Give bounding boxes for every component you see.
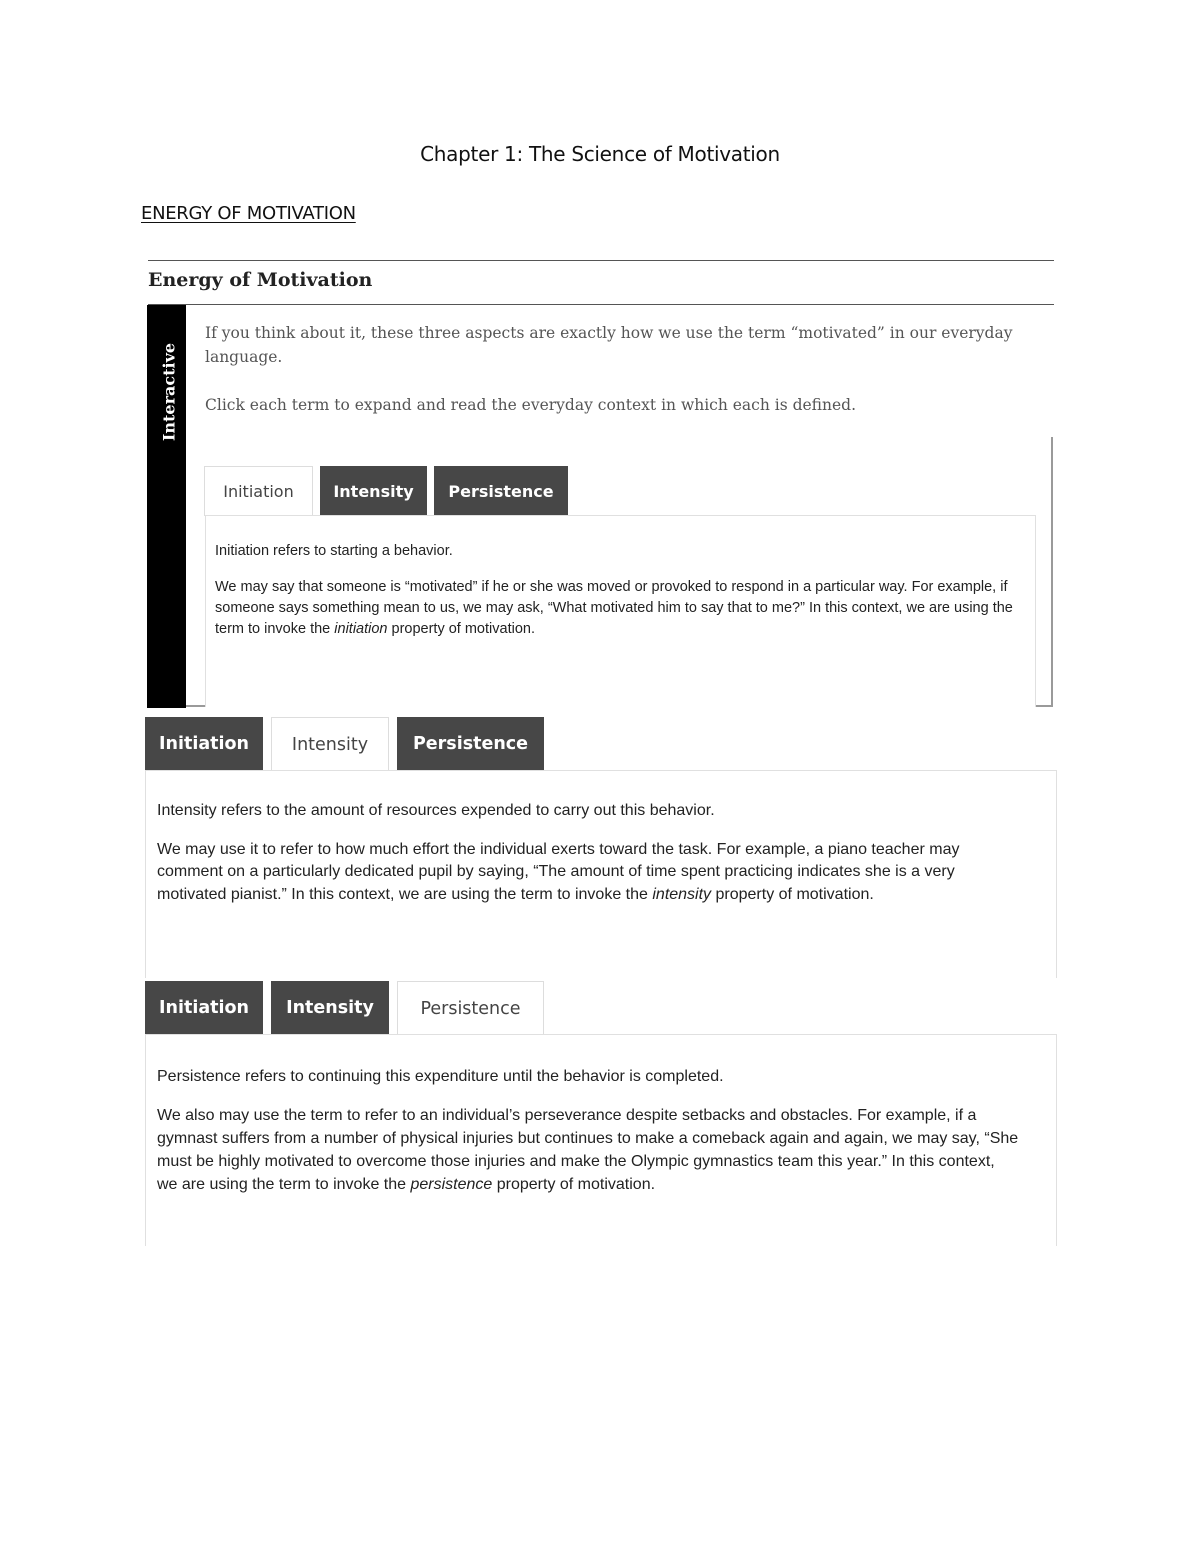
intensity-description: We may use it to refer to how much effort the individual exerts toward the task. For example, a piano teacher may comment on a particularly dedicated pupil by saying, “The amount of time spent practicing indicates she is a very motivated pianist.” In this context, we are using the term to invoke the intensity property of motivation.: [157, 840, 960, 903]
tab-initiation[interactable]: Initiation: [204, 466, 313, 516]
tab-persistence[interactable]: Persistence: [397, 717, 544, 771]
tab-intensity[interactable]: Intensity: [271, 717, 389, 771]
module-intro: [205, 321, 1035, 441]
module-frame-right: [1051, 437, 1053, 707]
intro-instruction: Click each term to expand and read the everyday context in which each is defined.: [205, 396, 857, 414]
tab-intensity[interactable]: Intensity: [271, 981, 389, 1035]
initiation-definition: Initiation refers to starting a behavior.: [215, 543, 453, 559]
interactive-label: Interactive: [159, 342, 179, 442]
persistence-content: [157, 1065, 1019, 1196]
tab-persistence[interactable]: Persistence: [434, 466, 568, 516]
intensity-content: [157, 800, 1012, 906]
tab-initiation[interactable]: Initiation: [145, 981, 263, 1035]
module-title-divider: [148, 304, 1054, 305]
initiation-content: [215, 541, 1015, 640]
intro-paragraph: If you think about it, these three aspects are exactly how we use the term “motivated” in our everyday language.: [205, 324, 1013, 366]
persistence-description: We also may use the term to refer to an individual’s perseverance despite setbacks and obstacles. For example, if a gymnast suffers from a number of physical injuries but continues to make a comeback again and again, we may say, “She must be highly motivated to overcome those injuries and make the Olympic gymnastics team this year.” In this context, we are using the term to invoke the persistence property of motivation.: [157, 1107, 1019, 1193]
tab-persistence[interactable]: Persistence: [397, 981, 544, 1035]
section-heading: ENERGY OF MOTIVATION: [141, 203, 356, 224]
initiation-description: We may say that someone is “motivated” if he or she was moved or provoked to respond in a particular way. For example, if someone says something mean to us, we may ask, “What motivated him to say that to me?” In this context, we are using the term to invoke the initiation property of motivation.: [215, 579, 1013, 637]
document-title: Chapter 1: The Science of Motivation: [420, 142, 780, 166]
module-top-divider: [148, 260, 1054, 261]
tab-intensity[interactable]: Intensity: [320, 466, 427, 516]
module-title: Energy of Motivation: [148, 269, 373, 291]
persistence-definition: Persistence refers to continuing this expenditure until the behavior is completed.: [157, 1068, 724, 1085]
tab-initiation[interactable]: Initiation: [145, 717, 263, 771]
intensity-definition: Intensity refers to the amount of resources expended to carry out this behavior.: [157, 802, 715, 819]
